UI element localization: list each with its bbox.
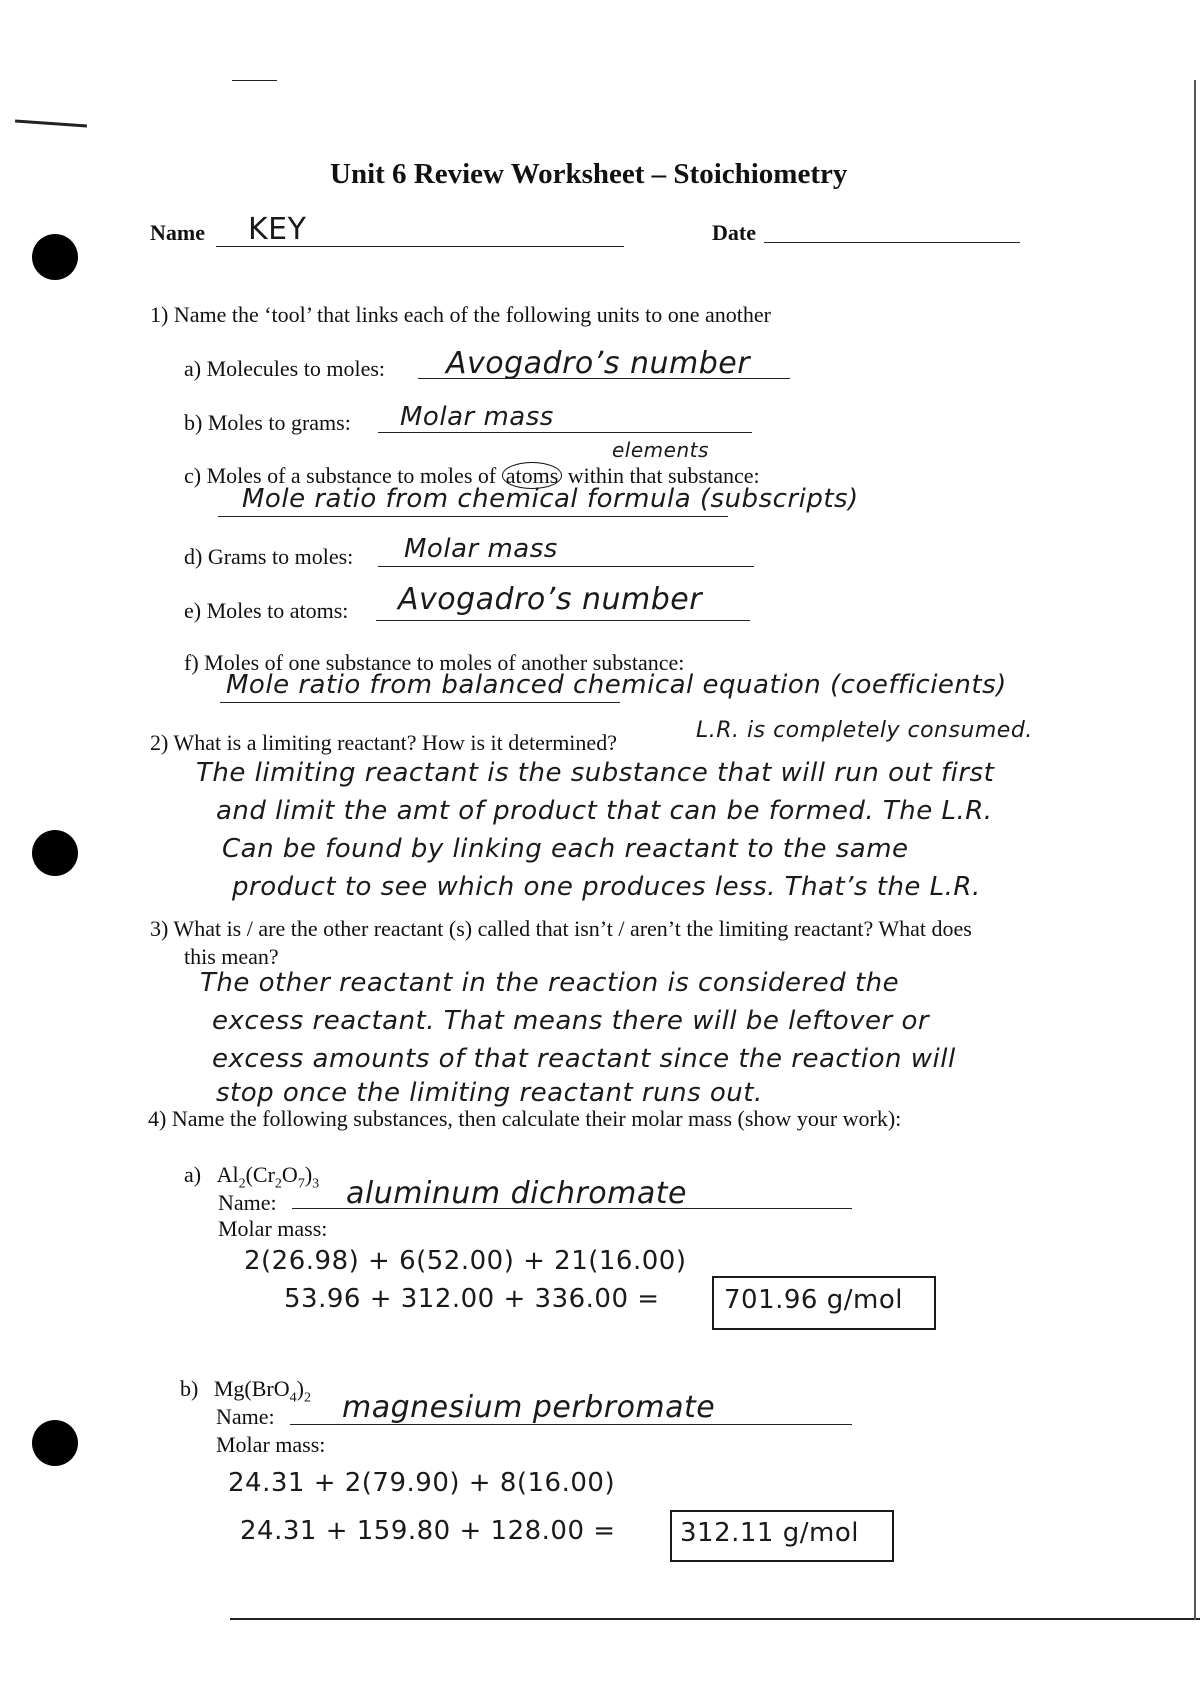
q1d-label: d) Grams to moles:	[184, 544, 354, 569]
formula-sub: 7	[297, 1176, 305, 1192]
q2-prompt: 2) What is a limiting reactant? How is it determined?	[150, 730, 617, 755]
q1f-answer: Mole ratio from balanced chemical equation (coefficients)	[226, 670, 1007, 700]
q4b-heading	[180, 1376, 311, 1406]
q4a-work-line-2: 53.96 + 312.00 + 336.00 =	[284, 1284, 660, 1314]
q1b-answer-line	[378, 432, 752, 433]
q3-prompt-line-2: this mean?	[184, 944, 279, 969]
q3-prompt-line-1: 3) What is / are the other reactant (s) called that isn’t / aren’t the limiting reactant? What does	[150, 916, 972, 941]
q2-answer-line-4: product to see which one produces less. That’s the L.R.	[232, 872, 981, 902]
formula-part: Al	[216, 1162, 239, 1187]
q1c-circled: atoms	[502, 462, 563, 489]
binder-hole	[32, 830, 78, 876]
q2-note: L.R. is completely consumed.	[696, 718, 1033, 743]
formula-sub: 3	[312, 1176, 320, 1192]
q3-answer-line-2: excess reactant. That means there will be leftover or	[212, 1006, 930, 1036]
page-edge-line	[230, 1618, 1200, 1620]
q1e-answer-line	[376, 620, 750, 621]
q4b-label: b)	[180, 1376, 199, 1401]
q2-answer-line-1: The limiting reactant is the substance that will run out first	[196, 758, 995, 788]
q4b-result: 312.11 g/mol	[680, 1518, 859, 1548]
q1a-answer: Avogadro’s number	[446, 346, 751, 381]
name-value: KEY	[248, 212, 307, 247]
q4a-heading	[184, 1162, 319, 1192]
scan-mark	[232, 80, 277, 81]
formula-sub: 4	[289, 1390, 297, 1406]
scan-mark	[15, 119, 87, 127]
q1-prompt: 1) Name the ‘tool’ that links each of the following units to one another	[150, 302, 771, 327]
formula-part: (Cr	[245, 1162, 275, 1187]
q3-answer-line-4: stop once the limiting reactant runs out.	[216, 1078, 763, 1108]
q1d-answer-line	[378, 566, 754, 567]
q1b-answer: Molar mass	[400, 402, 554, 432]
q1c-label-pre: c) Moles of a substance to moles of	[184, 463, 497, 488]
q1e-label: e) Moles to atoms:	[184, 598, 349, 623]
q4a-name-label: Name:	[218, 1190, 277, 1215]
name-label: Name	[150, 220, 205, 245]
q1b-label: b) Moles to grams:	[184, 410, 351, 435]
q4b-work-line-1: 24.31 + 2(79.90) + 8(16.00)	[228, 1468, 616, 1498]
q4b-mass-label: Molar mass:	[216, 1432, 326, 1457]
q4b-name-answer: magnesium perbromate	[342, 1390, 716, 1425]
q2-answer-line-3: Can be found by linking each reactant to the same	[222, 834, 909, 864]
q4b-formula	[213, 1376, 311, 1406]
formula-sub: 2	[238, 1176, 246, 1192]
q1c-answer-line	[218, 516, 728, 517]
formula-part: )	[296, 1376, 304, 1401]
formula-part: O	[281, 1162, 298, 1187]
q1c-insert: elements	[612, 438, 709, 462]
date-field-line	[764, 242, 1020, 243]
formula-sub: 2	[303, 1390, 311, 1406]
q3-answer-line-1: The other reactant in the reaction is considered the	[200, 968, 900, 998]
binder-hole	[32, 1420, 78, 1466]
q4b-name-label: Name:	[216, 1404, 275, 1429]
q1c-label-post: within that substance:	[567, 463, 760, 488]
q3-answer-line-3: excess amounts of that reactant since the reaction will	[212, 1044, 956, 1074]
q1c-answer: Mole ratio from chemical formula (subscripts)	[242, 484, 859, 514]
q1a-label: a) Molecules to moles:	[184, 356, 386, 381]
q4b-work-line-2: 24.31 + 159.80 + 128.00 =	[240, 1516, 616, 1546]
binder-hole	[32, 234, 78, 280]
q1d-answer: Molar mass	[404, 534, 558, 564]
q4a-work-line-1: 2(26.98) + 6(52.00) + 21(16.00)	[244, 1246, 687, 1276]
page-title: Unit 6 Review Worksheet – Stoichiometry	[330, 158, 848, 190]
q1e-answer: Avogadro’s number	[398, 582, 703, 617]
formula-part: Mg(BrO	[213, 1376, 290, 1401]
q1f-answer-line	[220, 702, 620, 703]
formula-part: )	[304, 1162, 313, 1187]
q4a-name-answer: aluminum dichromate	[346, 1176, 687, 1211]
q4a-mass-label: Molar mass:	[218, 1216, 328, 1241]
q2-answer-line-2: and limit the amt of product that can be formed. The L.R.	[216, 796, 993, 826]
q4a-result: 701.96 g/mol	[724, 1285, 903, 1315]
date-label: Date	[712, 220, 756, 245]
formula-sub: 2	[274, 1176, 282, 1192]
page-edge-line	[1194, 80, 1196, 1620]
q4a-formula	[216, 1162, 320, 1192]
q1f-label: f) Moles of one substance to moles of another substance:	[184, 650, 685, 675]
q4-prompt: 4) Name the following substances, then calculate their molar mass (show your work):	[148, 1106, 902, 1131]
q4a-label: a)	[184, 1162, 202, 1187]
